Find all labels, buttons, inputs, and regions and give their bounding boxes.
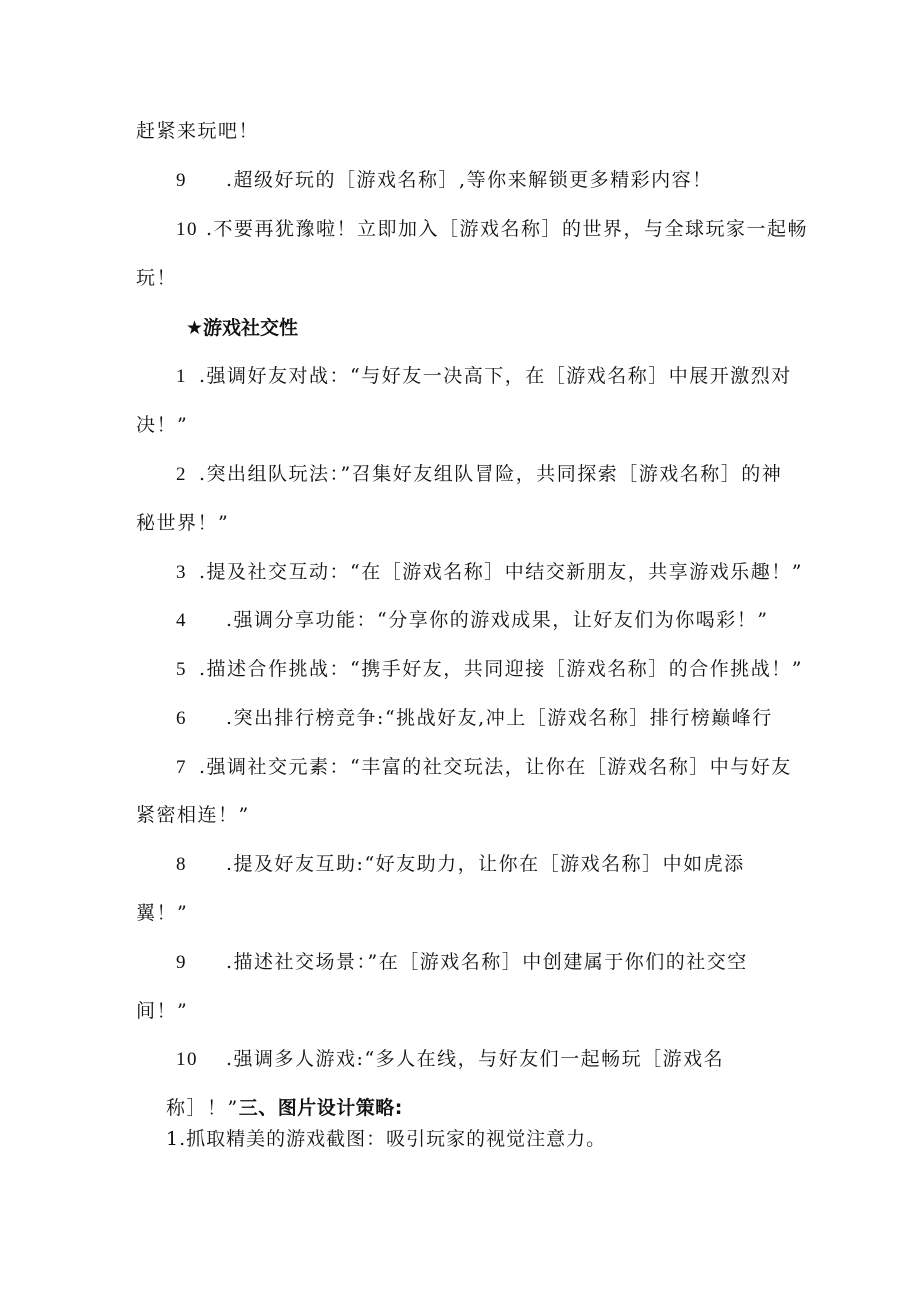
item-text: .强调好友对战：“与好友一决高下，在［游戏名称］中展开激烈对 <box>199 365 792 387</box>
item-text: .强调分享功能：“分享你的游戏成果，让好友们为你喝彩！” <box>226 609 769 631</box>
item-text: .超级好玩的［游戏名称］,等你来解锁更多精彩内容！ <box>226 169 713 191</box>
line-text: 玩！ <box>136 267 178 289</box>
list-item <box>176 1047 724 1072</box>
section-three-heading: 三、图片设计策略: <box>238 1097 403 1119</box>
text-line <box>136 803 250 827</box>
item-number: 5 <box>176 659 187 680</box>
list-item <box>176 608 768 633</box>
line-text: 决！” <box>136 414 189 436</box>
item-number: 4 <box>176 610 187 631</box>
list-item <box>176 217 808 242</box>
line-text: 紧密相连！” <box>136 804 250 826</box>
item-number: 3 <box>176 562 187 583</box>
item-text: .强调多人游戏:“多人在线，与好友们一起畅玩［游戏名 <box>226 1048 725 1070</box>
line-text: 称］！” <box>166 1097 239 1119</box>
line-text: 秘世界！” <box>136 512 230 534</box>
list-item <box>176 950 748 975</box>
text-line <box>136 511 229 535</box>
item-number: 10 <box>176 1049 198 1070</box>
text-line <box>136 119 259 143</box>
item-number: 7 <box>176 757 187 778</box>
line-text: 1.抓取精美的游戏截图：吸引玩家的视觉注意力。 <box>166 1128 607 1150</box>
list-item <box>176 755 792 780</box>
item-text: .提及社交互动：“在［游戏名称］中结交新朋友，共享游戏乐趣！” <box>199 561 803 583</box>
item-number: 9 <box>176 170 187 191</box>
text-line <box>136 413 188 437</box>
text-line <box>166 1127 606 1151</box>
item-number: 8 <box>176 854 187 875</box>
list-item <box>176 364 792 389</box>
item-number: 6 <box>176 708 187 729</box>
text-line <box>136 999 188 1023</box>
list-item <box>176 462 782 487</box>
line-text: 赶紧来玩吧！ <box>136 120 260 142</box>
list-item <box>176 168 713 193</box>
item-number: 1 <box>176 366 187 387</box>
list-item <box>176 560 803 585</box>
section-heading: ★游戏社交性 <box>186 317 299 339</box>
list-item <box>176 657 803 682</box>
text-line <box>166 1096 403 1120</box>
item-number: 10 <box>176 219 198 240</box>
list-item <box>176 706 773 731</box>
item-text: .描述社交场景：”在［游戏名称］中创建属于你们的社交空 <box>226 951 748 973</box>
line-text: 间！” <box>136 1000 189 1022</box>
line-text: 翼！” <box>136 902 189 924</box>
item-number: 2 <box>176 464 187 485</box>
item-text: .不要再犹豫啦！立即加入［游戏名称］的世界，与全球玩家一起畅 <box>206 218 809 240</box>
list-item <box>176 852 745 877</box>
text-line <box>136 901 188 925</box>
item-text: .突出排行榜竞争:“挑战好友,冲上［游戏名称］排行榜巅峰行 <box>226 707 773 729</box>
item-number: 9 <box>176 952 187 973</box>
item-text: .强调社交元素：“丰富的社交玩法，让你在［游戏名称］中与好友 <box>199 756 792 778</box>
item-text: .提及好友互助:“好友助力，让你在［游戏名称］中如虎添 <box>226 853 745 875</box>
item-text: .突出组队玩法：”召集好友组队冒险，共同探索［游戏名称］的神 <box>199 463 783 485</box>
text-line <box>136 266 177 290</box>
item-text: .描述合作挑战：“携手好友，共同迎接［游戏名称］的合作挑战！” <box>199 658 803 680</box>
